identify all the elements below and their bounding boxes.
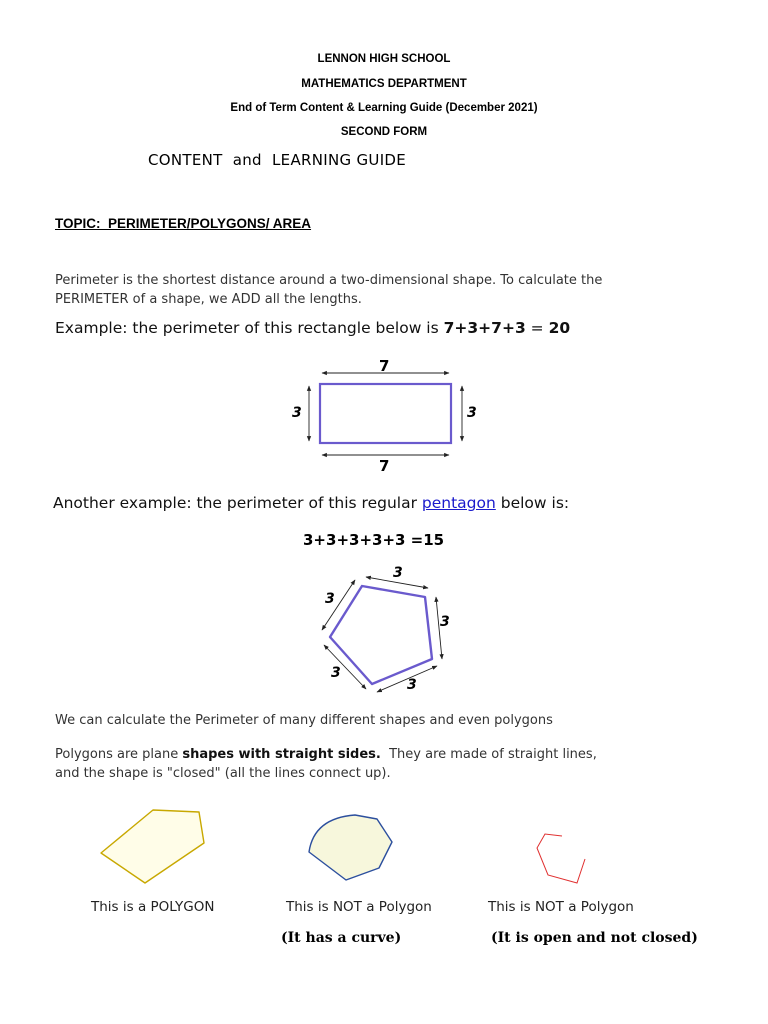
example-rectangle-result: 20 (548, 319, 571, 337)
form-level: SECOND FORM (340, 126, 428, 138)
pentagon-label-top: 3 (393, 565, 403, 581)
pentagon-label-upper-left: 3 (325, 591, 335, 607)
polygons-intro: We can calculate the Perimeter of many different shapes and even polygons (55, 713, 553, 728)
topic-heading: TOPIC: PERIMETER/POLYGONS/ AREA (55, 216, 312, 231)
polygons-def-pre: Polygons are plane (55, 747, 183, 762)
pentagon-label-bottom: 3 (407, 677, 417, 693)
intro-line-2: PERIMETER of a shape, we ADD all the lengths. (55, 292, 362, 307)
guide-title: End of Term Content & Learning Guide (December 2021) (230, 102, 538, 114)
rect-left-label: 3 (292, 405, 302, 421)
page-title: CONTENT and LEARNING GUIDE (148, 151, 407, 169)
example-pentagon-lead: Another example: the perimeter of this regular (53, 494, 422, 512)
example-rectangle-lead: Example: the perimeter of this rectangle below is (55, 319, 444, 337)
note-has-curve: (It has a curve) (281, 930, 402, 946)
pentagon-sum-result: 15 (423, 531, 445, 549)
polygon-example-shape (101, 810, 204, 883)
rect-top-label: 7 (379, 357, 390, 375)
curved-shape (309, 815, 392, 880)
note-open-not-closed: (It is open and not closed) (491, 930, 698, 946)
open-shape (537, 834, 585, 883)
polygons-def-bold: shapes with straight sides. (182, 747, 381, 762)
example-rectangle-sum: 7+3+7+3 (443, 319, 526, 337)
intro-line-1: Perimeter is the shortest distance around a two-dimensional shape. To calculate the (55, 273, 603, 288)
pentagon-label-lower-left: 3 (331, 665, 341, 681)
polygons-def-line-2: and the shape is "closed" (all the lines connect up). (55, 766, 391, 781)
rect-right-label: 3 (467, 405, 477, 421)
pentagon-link[interactable]: pentagon (421, 494, 496, 512)
department-name: MATHEMATICS DEPARTMENT (301, 78, 467, 90)
pentagon-label-right: 3 (440, 614, 450, 630)
example-pentagon-tail: below is: (495, 494, 570, 512)
caption-not-polygon-open: This is NOT a Polygon (488, 899, 634, 915)
caption-polygon: This is a POLYGON (91, 899, 215, 915)
example-rectangle-eq: = (525, 319, 549, 337)
rect-bottom-label: 7 (379, 457, 390, 475)
caption-not-polygon-curve: This is NOT a Polygon (286, 899, 432, 915)
polygons-def-post: They are made of straight lines, (380, 747, 597, 762)
school-name: LENNON HIGH SCHOOL (317, 53, 451, 65)
pentagon-sum-expr: 3+3+3+3+3 = (303, 531, 424, 549)
